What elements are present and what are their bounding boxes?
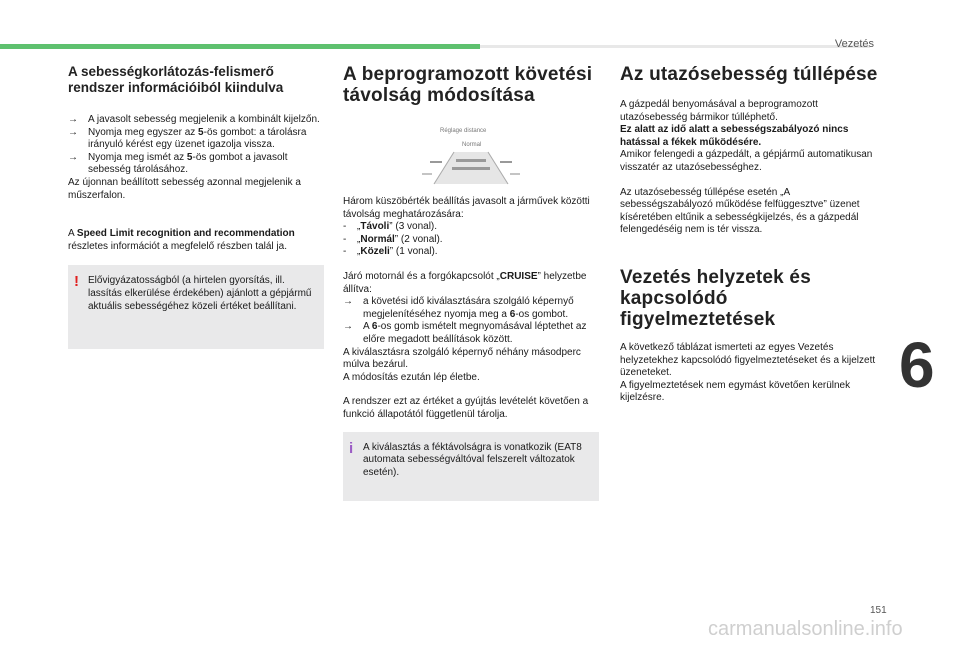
distance-display-graphic <box>416 122 526 192</box>
paragraph: Amikor felengedi a gázpedált, a gépjármű automatikusan visszatér az utazósebességhez. <box>620 149 873 173</box>
exclamation-warning-icon: ! <box>74 273 79 291</box>
column-following-distance <box>343 64 599 501</box>
header-accent-bar <box>0 44 480 49</box>
chapter-title: Vezetés <box>834 38 874 50</box>
paragraph-emphasis: Ez alatt az idő alatt a sebességszabályozó nincs hatással a fékek működésére. <box>620 124 849 148</box>
list-item: - „Közeli” (1 vonal). <box>343 246 438 258</box>
paragraph: A rendszer ezt az értéket a gyújtás levételét követően a funkció állapotától függetlenül tárolja. <box>343 396 589 420</box>
list-item: → a követési idő kiválasztására szolgáló képernyő megjelenítéséhez nyomja meg a 6-os gombot. <box>343 296 574 320</box>
list-item: → Nyomja meg ismét az 5-ös gombot a javasolt sebesség tárolásához. <box>68 151 288 176</box>
paragraph: Járó motornál és a forgókapcsolót „CRUISE” helyzetbe állítva: <box>343 270 587 295</box>
watermark: carmanualsonline.info <box>708 618 903 640</box>
list-item: → A 6-os gomb ismételt megnyomásával léptethet az előre megadott beállítások között. <box>343 321 587 345</box>
column-speed-limit <box>68 64 324 349</box>
column-override <box>620 64 882 405</box>
figure-label: Normal <box>462 142 482 148</box>
figure-title: Réglage distance <box>440 128 487 134</box>
section-title-speed-limit: A sebességkorlátozás-felismerő rendszer információiból kiindulva <box>68 64 284 95</box>
list-item: - „Normál” (2 vonal). <box>343 233 443 245</box>
header-rule <box>480 45 870 48</box>
section-title-driving-situations: Vezetés helyzetek és kapcsolódó figyelmeztetések <box>620 266 811 330</box>
warning-note: ! Elővigyázatosságból (a hirtelen gyorsítás, ill. lassítás elkerülése érdekében) ajánlott a gépjármű aktuális sebességéhez közeli értéket beállítani. <box>68 265 324 349</box>
arrow-bullet-icon: → <box>343 321 353 333</box>
distance-setting-illustration <box>416 122 526 192</box>
info-icon: i <box>349 439 354 457</box>
arrow-bullet-icon: → <box>343 296 353 308</box>
page-number: 151 <box>870 605 887 616</box>
chapter-number: 6 <box>899 329 935 401</box>
paragraph: A módosítás ezután lép életbe. <box>343 371 480 383</box>
paragraph: A kiválasztásra szolgáló képernyő néhány másodperc múlva bezárul. <box>343 346 581 371</box>
arrow-bullet-icon: → <box>68 151 78 163</box>
paragraph: Az utazósebesség túllépése esetén „A sebességszabályozó működése felfüggesztve” üzenet kíséretében eltűnik a sebességkijelzés, és a gázpedál felengedéséig nem is tér vissza. <box>620 186 860 236</box>
list-item: → A javasolt sebesség megjelenik a kombinált kijelzőn. <box>68 114 320 125</box>
list-item: - „Távoli” (3 vonal). <box>343 221 438 233</box>
paragraph: A következő táblázat ismerteti az egyes Vezetés helyzetekhez kapcsolódó figyelmeztetéseket és a kijelzett üzeneteket. <box>620 341 876 379</box>
paragraph: Az újonnan beállított sebesség azonnal megjelenik a műszerfalon. <box>68 176 301 201</box>
paragraph: A figyelmeztetések nem egymást követően kerülnek kijelzésre. <box>620 379 851 404</box>
arrow-bullet-icon: → <box>68 126 78 138</box>
info-note: i A kiválasztás a féktávolságra is vonatkozik (EAT8 automata sebességváltóval felszerelt változatok esetén). <box>343 432 599 502</box>
paragraph: Három küszöbérték beállítás javasolt a járművek közötti távolság meghatározására: <box>343 196 590 220</box>
section-title-override: Az utazósebesség túllépése <box>620 64 878 85</box>
section-title-distance: A beprogramozott követési távolság módosítása <box>343 64 593 106</box>
paragraph: A gázpedál benyomásával a beprogramozott utazósebesség bármikor túlléphető. <box>620 99 818 123</box>
paragraph: A Speed Limit recognition and recommendation részletes információt a megfelelő részben talál ja. <box>68 228 295 252</box>
arrow-bullet-icon: → <box>68 114 78 125</box>
list-item: → Nyomja meg egyszer az 5-ös gombot: a tárolásra irányuló kérést egy üzenet igazolja vissza. <box>68 126 307 151</box>
